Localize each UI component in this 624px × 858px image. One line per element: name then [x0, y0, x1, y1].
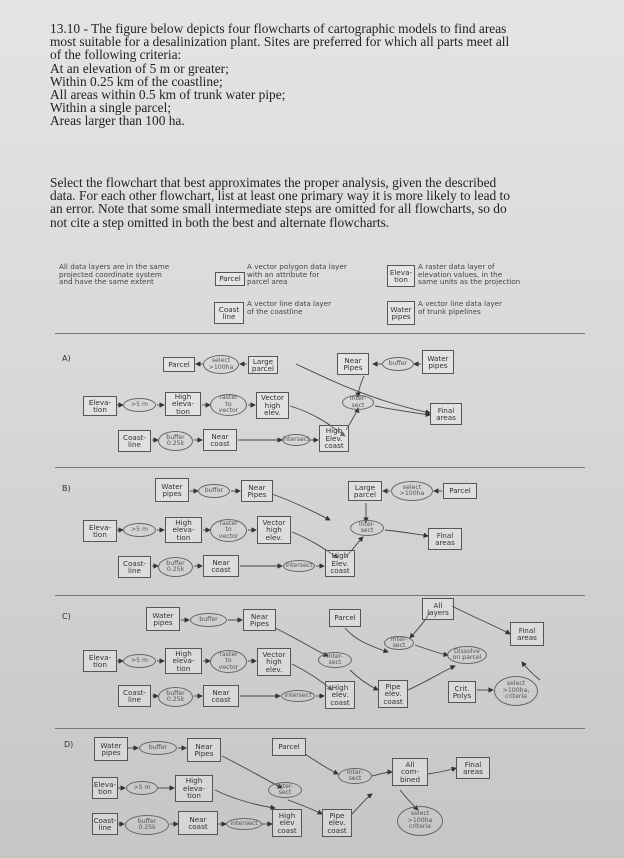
parcel-box: Parcel: [443, 483, 477, 499]
final-areas-box: Final areas: [510, 622, 544, 646]
parcel-box: Parcel: [272, 738, 306, 756]
vector-high-elev-box: Vector high elev.: [257, 648, 291, 676]
buffer-oval: buffer: [198, 484, 230, 498]
panel-a-label: A): [62, 354, 71, 363]
large-parcel-box: Large parcel: [248, 356, 278, 374]
high-elev-coast-box: High Elev. coast: [325, 550, 355, 577]
elevation-box: Eleva- tion: [83, 396, 117, 416]
intersect-oval: intersect: [226, 818, 262, 830]
near-coast-box: Near coast: [203, 429, 237, 451]
buffer-025-oval: buffer 0.25k: [158, 431, 193, 451]
raster-to-vector-oval: raster to vector: [210, 519, 247, 542]
criterion: Within 0.25 km of the coastline;: [50, 73, 223, 89]
instruction-line: not cite a step omitted in both the best and alternate flowcharts.: [50, 214, 390, 230]
legend-water-pipes-desc: A vector line data layer of trunk pipelines: [418, 299, 503, 316]
near-pipes-box: Near Pipes: [243, 609, 276, 631]
elevation-box: Eleva- tion: [83, 650, 117, 672]
high-elev-coast-box: High elev. coast: [325, 681, 355, 709]
coastline-box: Coast- line: [118, 556, 151, 578]
near-coast-box: Near coast: [203, 555, 239, 577]
intro-line: 13.10 - The figure below depicts four flowcharts of cartographic models to find areas: [50, 21, 507, 36]
gt5m-oval: >5 m: [123, 654, 156, 668]
gt5m-oval: >5 m: [123, 398, 156, 412]
water-pipes-box: Water pipes: [146, 607, 180, 631]
high-elev-coast-box: High Elev. coast: [319, 425, 349, 452]
final-areas-box: Final areas: [430, 403, 462, 425]
water-pipes-box: Water pipes: [422, 350, 454, 374]
instruction-line: an error. Note that some small intermediate steps are omitted for all flowcharts, so do: [50, 201, 507, 217]
buffer-oval: buffer: [382, 357, 414, 371]
high-elevation-box: High eleva- tion: [165, 648, 202, 674]
near-coast-box: Near coast: [178, 811, 218, 835]
intersect-oval: Inter- sect: [342, 395, 374, 410]
intro-line: most suitable for a desalinization plant. Sites are preferred for which all parts meet all: [50, 34, 510, 50]
legend-parcel-desc: A vector polygon data layer with an attribute for parcel area: [247, 262, 347, 287]
intersect-oval: Inter- sect: [338, 768, 372, 784]
divider: [55, 728, 585, 729]
instruction-line: Select the flowchart that best approximates the proper analysis, given the described: [50, 175, 497, 190]
high-elevation-box: High eleva- tion: [165, 517, 202, 543]
all-layers-box: All layers: [422, 598, 454, 620]
high-elev-coast-box: High elev coast: [272, 809, 302, 837]
parcel-box: Parcel: [329, 609, 361, 627]
buffer-025-oval: buffer 0.25k: [125, 815, 169, 835]
legend-coastline-desc: A vector line data layer of the coastline: [247, 299, 332, 316]
final-areas-box: Final areas: [428, 528, 462, 550]
select-oval: select >100ha: [391, 481, 433, 501]
near-coast-box: Near coast: [203, 685, 239, 707]
buffer-025-oval: buffer 0.25k: [158, 687, 193, 707]
legend-parcel-box: Parcel: [215, 272, 245, 286]
panel-d-label: D): [64, 740, 74, 749]
intersect-oval: intersect: [281, 690, 315, 702]
criterion: Within a single parcel;: [50, 100, 172, 116]
pipe-elev-coast-box: Pipe elev. coast: [322, 809, 352, 837]
near-pipes-box: Near Pipes: [241, 480, 273, 502]
vector-high-elev-box: Vector high elev.: [256, 392, 289, 419]
intersect-oval: Inter- sect: [268, 782, 302, 798]
final-areas-box: Final areas: [456, 757, 490, 779]
panel-c-label: C): [62, 612, 71, 621]
elevation-box: Eleva- tion: [92, 777, 118, 799]
near-pipes-box: Near Pipes: [337, 353, 369, 375]
raster-to-vector-oval: raster to vector: [210, 394, 247, 416]
legend-elevation-box: Eleva- tion: [387, 265, 415, 287]
legend-coastline-box: Coast line: [214, 302, 244, 324]
buffer-oval: buffer: [139, 741, 177, 755]
gt5m-oval: >5 m: [123, 523, 156, 537]
high-elevation-box: High eleva- tion: [165, 392, 201, 416]
water-pipes-box: Water pipes: [94, 737, 128, 761]
water-pipes-box: Water pipes: [155, 478, 189, 502]
select-oval: select >100ha: [203, 355, 239, 374]
coastline-box: Coast- line: [118, 685, 151, 707]
intersect-oval: intersect: [282, 434, 310, 446]
legend-elevation-desc: A raster data layer of elevation values, in the same units as the projection: [418, 262, 521, 287]
high-elevation-box: High eleva- tion: [175, 775, 213, 802]
select-criteria-oval: select >100ha, criteria: [494, 676, 538, 706]
divider: [55, 595, 585, 596]
criterion: At an elevation of 5 m or greater;: [50, 60, 229, 76]
intersect-oval: intersect: [283, 560, 315, 572]
dissolve-oval: Dissolve on parcel: [447, 646, 487, 664]
panel-b-label: B): [62, 484, 71, 493]
parcel-box: Parcel: [163, 357, 195, 372]
elevation-box: Eleva- tion: [83, 520, 117, 542]
legend-note: All data layers are in the same projected coordinate system and have the same extent: [59, 262, 170, 287]
vector-high-elev-box: Vector high elev.: [257, 516, 291, 544]
divider: [55, 333, 585, 334]
near-pipes-box: Near Pipes: [187, 738, 221, 762]
intersect-oval: Inter- sect: [350, 520, 384, 536]
intersect-oval: Inter- sect: [318, 652, 352, 668]
intersect-oval: Inter- sect: [384, 636, 414, 650]
intro-line: of the following criteria:: [50, 47, 182, 63]
raster-to-vector-oval: raster to vector: [210, 650, 247, 673]
buffer-025-oval: buffer 0.25k: [158, 557, 193, 577]
coastline-box: Coast- line: [118, 430, 151, 452]
buffer-oval: buffer: [190, 613, 227, 627]
gt5m-oval: >5 m: [126, 781, 158, 795]
coastline-box: Coast- line: [92, 813, 118, 835]
divider: [55, 467, 585, 468]
critical-polys-box: Crit. Polys: [448, 681, 476, 703]
legend-water-pipes-box: Water pipes: [387, 301, 415, 325]
instruction-line: data. For each other flowchart, list at least one primary way it is more likely to lead to: [50, 188, 510, 204]
criterion: All areas within 0.5 km of trunk water pipe;: [50, 87, 286, 103]
select-criteria-oval: select >100ha criteria: [397, 806, 443, 836]
pipe-elev-coast-box: Pipe elev. coast: [378, 680, 408, 708]
all-combined-box: All com- bined: [392, 758, 428, 786]
criterion: Areas larger than 100 ha.: [50, 113, 185, 129]
large-parcel-box: Large parcel: [348, 481, 382, 501]
